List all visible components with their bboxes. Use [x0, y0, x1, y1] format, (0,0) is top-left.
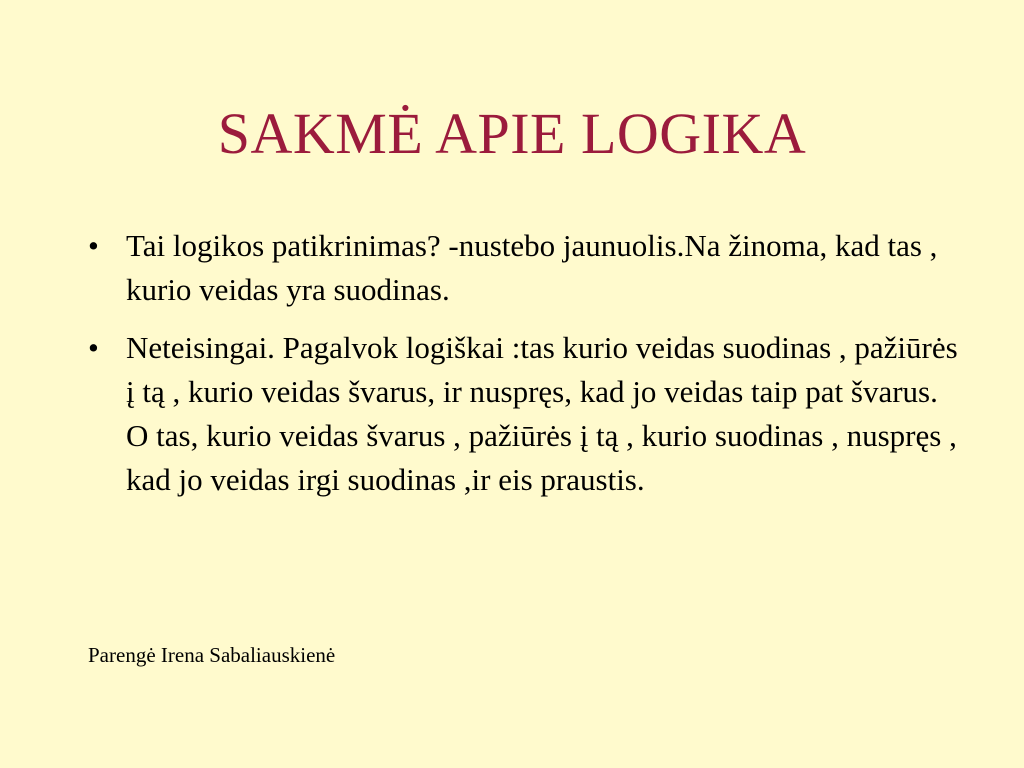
- bullet-item: [88, 326, 958, 502]
- bullet-text: Tai logikos patikrinimas? -nustebo jaunuolis.Na žinoma, kad tas , kurio veidas yra suodinas.: [126, 228, 938, 307]
- bullet-icon: •: [88, 228, 99, 263]
- bullet-list: [88, 224, 958, 516]
- bullet-text: Neteisingai. Pagalvok logiškai :tas kurio veidas suodinas , pažiūrės į tą , kurio veidas švarus, ir nuspręs, kad jo veidas taip pat švarus. O tas, kurio veidas švarus , pažiūrės į tą , kurio suodinas , nuspręs , kad jo veidas irgi suodinas ,ir eis praustis.: [126, 330, 958, 497]
- slide-title: SAKMĖ APIE LOGIKA: [217, 101, 807, 166]
- author-credit: Parengė Irena Sabaliauskienė: [88, 643, 336, 667]
- bullet-item: [88, 224, 958, 312]
- bullet-icon: •: [88, 330, 99, 365]
